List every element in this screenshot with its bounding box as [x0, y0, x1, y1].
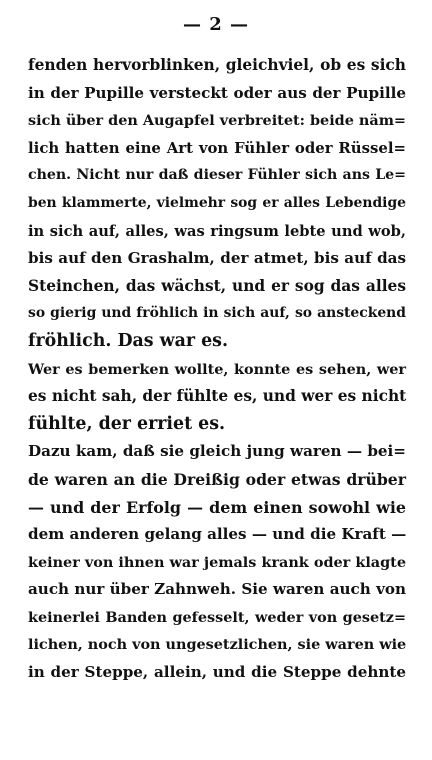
text-line: in der Steppe, allein, und die Steppe dehnte — [28, 663, 406, 682]
text-line: ben klammerte, vielmehr sog er alles Lebendige — [28, 194, 406, 211]
text-line: auch nur über Zahnweh. Sie waren auch von — [28, 580, 406, 599]
paragraph-end-line: fröhlich. Das war es. — [28, 330, 229, 351]
text-line: de waren an die Dreißig oder etwas drüber — [28, 469, 406, 489]
text-line: Steinchen, das wächst, und er sog das alles — [28, 276, 406, 295]
paragraph-end-line: fühlte, der erriet es. — [28, 413, 226, 434]
text-line: keinerlei Banden gefesselt, weder von gesetz= — [28, 608, 406, 626]
text-line: in sich auf, alles, was ringsum lebte und wob, — [28, 222, 406, 240]
text-line: chen. Nicht nur daß dieser Fühler sich ans Le= — [28, 167, 406, 184]
text-line: in der Pupille versteckt oder aus der Pupille — [28, 83, 406, 102]
text-line: so gierig und fröhlich in sich auf, so ansteckend — [28, 305, 406, 322]
text-line: lich hatten eine Art von Fühler oder Rüssel= — [28, 138, 406, 157]
body-text — [28, 52, 406, 687]
text-line: es nicht sah, der fühlte es, und wer es nicht — [28, 387, 407, 406]
page-number: — 2 — — [182, 14, 250, 35]
text-line: keiner von ihnen war jemals krank oder klagte — [28, 553, 406, 571]
text-line: lichen, noch von ungesetzlichen, sie waren wie — [28, 636, 407, 654]
text-line: sich über den Augapfel verbreitet: beide näm= — [28, 112, 406, 130]
text-line: bis auf den Grashalm, der atmet, bis auf das — [28, 249, 406, 268]
text-line: dem anderen gelang alles — und die Kraft — — [28, 525, 407, 544]
text-line: — und der Erfolg — dem einen sowohl wie — [28, 497, 406, 517]
text-line: fenden hervorblinken, gleichviel, ob es sich — [28, 56, 406, 74]
text-line: Wer es bemerken wollte, konnte es sehen, wer — [28, 360, 406, 378]
text-line: Dazu kam, daß sie gleich jung waren — bei= — [28, 442, 406, 461]
